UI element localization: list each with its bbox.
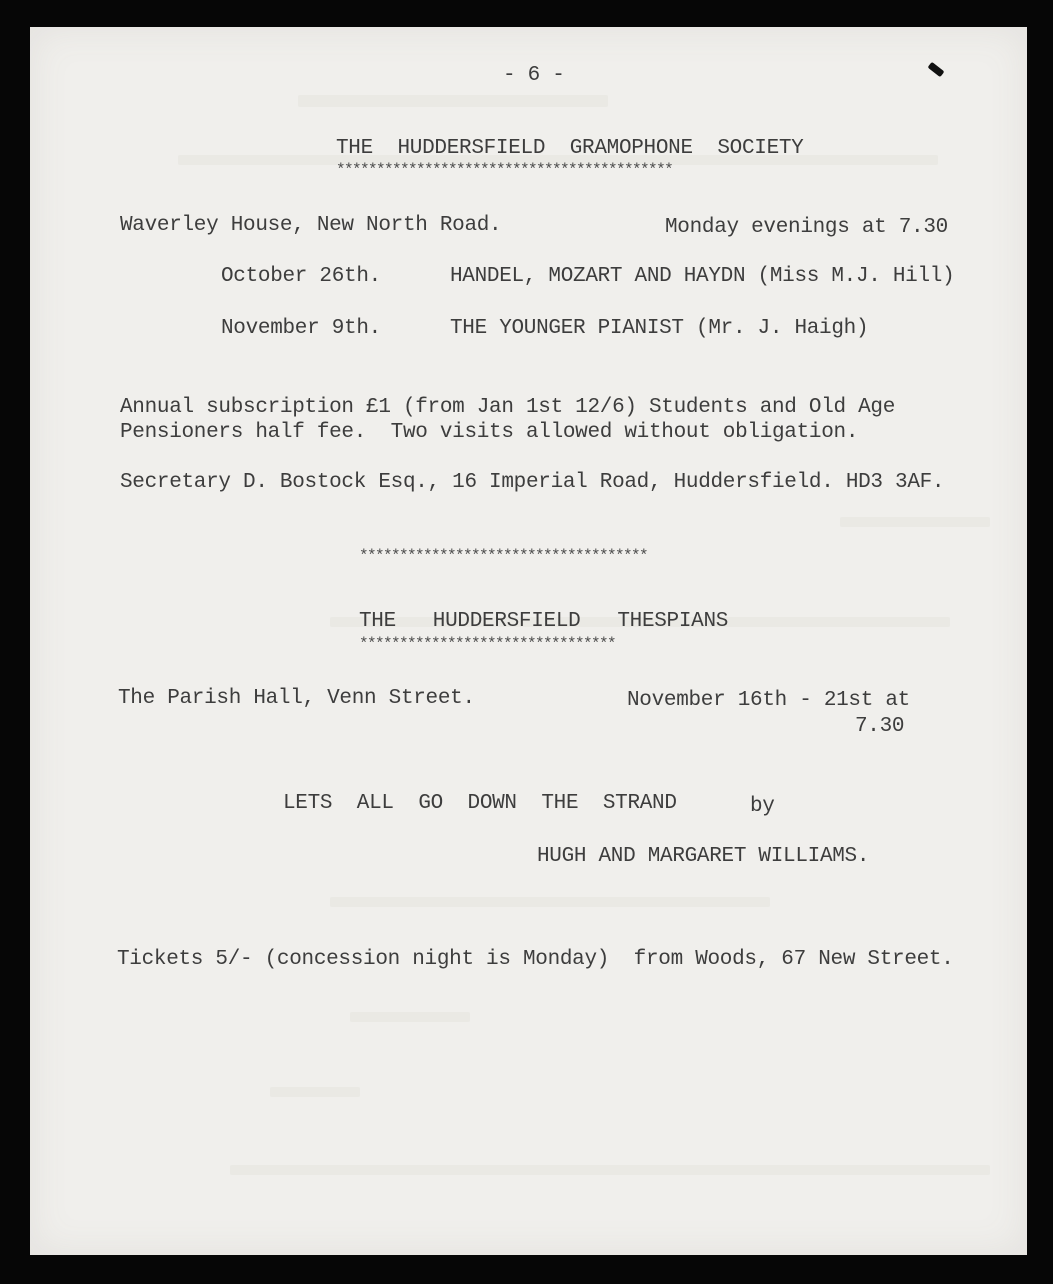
play-title: LETS ALL GO DOWN THE STRAND <box>283 792 677 815</box>
subscription-text: Annual subscription £1 (from Jan 1st 12/6) Students and Old Age <box>120 396 896 419</box>
page-number: - 6 - <box>503 64 565 87</box>
thespians-title-underline: ******************************** <box>359 635 616 653</box>
show-through-mark <box>298 95 608 107</box>
gramophone-title-underline: ****************************************** <box>336 161 673 179</box>
gramophone-venue: Waverley House, New North Road. <box>120 214 502 237</box>
play-authors: HUGH AND MARGARET WILLIAMS. <box>537 845 870 868</box>
event-description: THE YOUNGER PIANIST (Mr. J. Haigh) <box>450 317 869 340</box>
event-date: November 9th. <box>221 317 381 340</box>
show-through-mark <box>350 1012 470 1022</box>
gramophone-time: Monday evenings at 7.30 <box>665 216 948 239</box>
performance-time: 7.30 <box>855 715 905 738</box>
show-through-mark <box>270 1087 360 1097</box>
play-by: by <box>750 795 775 818</box>
event-description: HANDEL, MOZART AND HAYDN (Miss M.J. Hill) <box>450 265 955 288</box>
ticket-info: Tickets 5/- (concession night is Monday) from Woods, 67 New Street. <box>117 948 954 971</box>
performance-dates: November 16th - 21st at <box>627 689 910 712</box>
section-separator: ************************************ <box>359 547 648 565</box>
thespians-venue: The Parish Hall, Venn Street. <box>118 687 475 710</box>
secretary-address: Secretary D. Bostock Esq., 16 Imperial Road, Huddersfield. HD3 3AF. <box>120 471 945 494</box>
subscription-text: Pensioners half fee. Two visits allowed without obligation. <box>120 421 859 444</box>
show-through-mark <box>330 897 770 907</box>
gramophone-title: THE HUDDERSFIELD GRAMOPHONE SOCIETY <box>336 137 804 160</box>
show-through-mark <box>840 517 990 527</box>
thespians-title: THE HUDDERSFIELD THESPIANS <box>359 610 729 633</box>
show-through-mark <box>230 1165 990 1175</box>
event-date: October 26th. <box>221 265 381 288</box>
